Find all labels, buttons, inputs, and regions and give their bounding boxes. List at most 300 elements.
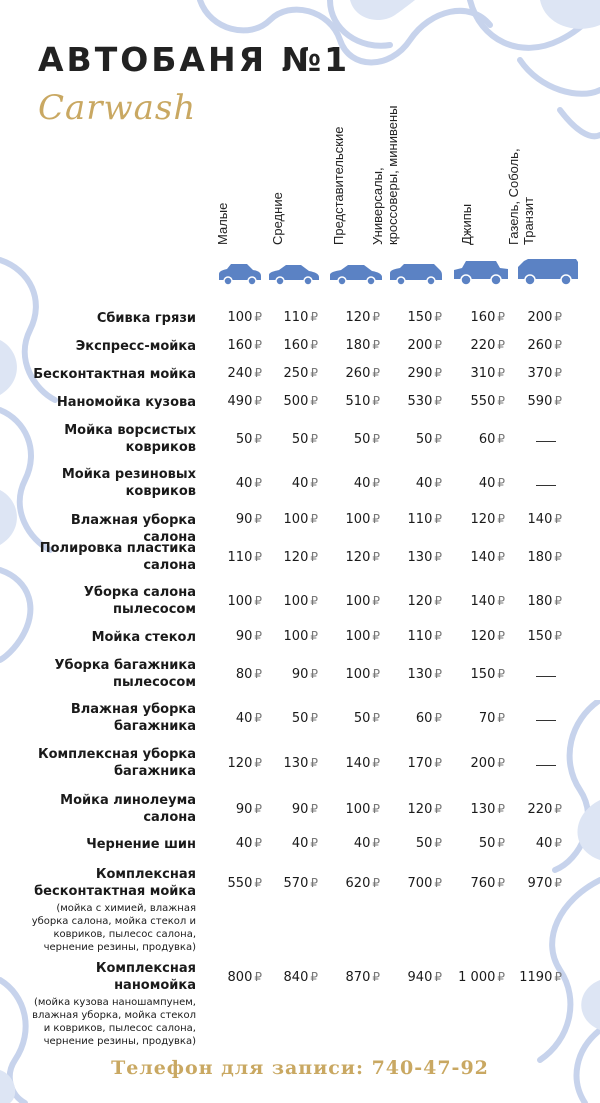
row-label (21, 366, 196, 383)
ruble-sign: ₽ (310, 394, 318, 408)
ruble-sign: ₽ (497, 366, 505, 380)
price-value: 550 (227, 876, 253, 891)
price-cell (372, 512, 442, 527)
ruble-sign: ₽ (434, 394, 442, 408)
price-value: 80 (235, 667, 253, 682)
price-cell (372, 836, 442, 851)
price-cell (310, 970, 380, 985)
price-value: 110 (283, 310, 309, 325)
price-value: 120 (470, 629, 496, 644)
ruble-sign: ₽ (497, 550, 505, 564)
price-cell (492, 366, 562, 381)
ruble-sign: ₽ (310, 711, 318, 725)
price-value: 90 (235, 802, 253, 817)
ruble-sign: ₽ (372, 550, 380, 564)
ruble-sign: ₽ (497, 594, 505, 608)
ruble-sign: ₽ (434, 836, 442, 850)
ruble-sign: ₽ (372, 594, 380, 608)
ruble-sign: ₽ (254, 594, 262, 608)
service-name: Комплексная бесконтактная мойка (34, 867, 196, 899)
price-value: 100 (345, 802, 371, 817)
ruble-sign: ₽ (372, 432, 380, 446)
row-label (21, 540, 196, 574)
price-cell (435, 432, 505, 447)
ruble-sign: ₽ (254, 629, 262, 643)
price-value: 120 (283, 550, 309, 565)
ruble-sign: ₽ (554, 876, 562, 890)
ruble-sign: ₽ (310, 512, 318, 526)
ruble-sign: ₽ (310, 836, 318, 850)
price-value: 100 (283, 629, 309, 644)
ruble-sign: ₽ (434, 970, 442, 984)
ruble-sign: ₽ (554, 550, 562, 564)
executive-car-icon (328, 262, 384, 286)
price-value: 700 (407, 876, 433, 891)
price-value: 100 (345, 629, 371, 644)
ruble-sign: ₽ (554, 594, 562, 608)
ruble-sign: ₽ (310, 432, 318, 446)
service-name: Мойка стекол (91, 630, 196, 645)
ruble-sign: ₽ (254, 970, 262, 984)
row-label (28, 960, 196, 1048)
price-cell (248, 802, 318, 817)
price-value: 620 (345, 876, 371, 891)
price-cell (492, 594, 562, 609)
ruble-sign: ₽ (310, 802, 318, 816)
ruble-sign: ₽ (310, 476, 318, 490)
price-cell (310, 711, 380, 726)
ruble-sign: ₽ (254, 836, 262, 850)
price-value: 250 (283, 366, 309, 381)
ruble-sign: ₽ (372, 836, 380, 850)
price-cell (492, 550, 562, 565)
price-value: 40 (353, 836, 371, 851)
price-value: 140 (470, 550, 496, 565)
phone-number: Телефон для записи: 740-47-92 (111, 1057, 489, 1079)
price-value: 800 (227, 970, 253, 985)
ruble-sign: ₽ (310, 629, 318, 643)
ruble-sign: ₽ (254, 876, 262, 890)
price-cell (492, 310, 562, 325)
price-cell (372, 476, 442, 491)
ruble-sign: ₽ (554, 394, 562, 408)
price-value: 760 (470, 876, 496, 891)
price-value: 570 (283, 876, 309, 891)
row-label (21, 836, 196, 853)
price-value: 260 (527, 338, 553, 353)
price-value: 40 (235, 711, 253, 726)
price-value: 40 (535, 836, 553, 851)
price-value: 90 (235, 629, 253, 644)
ruble-sign: ₽ (254, 667, 262, 681)
service-name: Комплексная наномойка (95, 961, 196, 993)
price-value: 140 (345, 756, 371, 771)
price-cell (248, 476, 318, 491)
ruble-sign: ₽ (434, 512, 442, 526)
price-value: 150 (407, 310, 433, 325)
price-value: 40 (291, 476, 309, 491)
service-name: Комплексная уборка багажника (37, 747, 196, 779)
ruble-sign: ₽ (372, 476, 380, 490)
ruble-sign: ₽ (310, 594, 318, 608)
price-cell (310, 876, 380, 891)
price-value: 370 (527, 366, 553, 381)
price-value: 120 (345, 550, 371, 565)
price-value: 490 (227, 394, 253, 409)
price-value: 220 (470, 338, 496, 353)
price-cell (492, 836, 562, 851)
price-value: 40 (415, 476, 433, 491)
price-value: 130 (470, 802, 496, 817)
ruble-sign: ₽ (254, 394, 262, 408)
row-label (21, 466, 196, 500)
price-value: 50 (478, 836, 496, 851)
service-name: Уборка багажника пылесосом (54, 658, 196, 690)
price-cell (310, 756, 380, 771)
ruble-sign: ₽ (372, 338, 380, 352)
price-value: 220 (527, 802, 553, 817)
price-value: 870 (345, 970, 371, 985)
price-value: 50 (353, 711, 371, 726)
price-value: 200 (407, 338, 433, 353)
row-label (21, 394, 196, 411)
price-value: 530 (407, 394, 433, 409)
price-cell (310, 594, 380, 609)
service-name: Мойка ворсистых ковриков (64, 423, 196, 455)
price-cell (310, 310, 380, 325)
price-value: 140 (470, 594, 496, 609)
price-cell (310, 366, 380, 381)
price-value: 100 (227, 594, 253, 609)
price-cell (248, 394, 318, 409)
price-value: 120 (227, 756, 253, 771)
service-name: Чернение шин (86, 837, 196, 852)
ruble-sign: ₽ (372, 876, 380, 890)
ruble-sign: ₽ (254, 550, 262, 564)
price-cell (492, 876, 562, 891)
price-value: 290 (407, 366, 433, 381)
price-value: 50 (291, 432, 309, 447)
price-value: 510 (345, 394, 371, 409)
price-cell (435, 476, 505, 491)
ruble-sign: ₽ (372, 512, 380, 526)
ruble-sign: ₽ (497, 876, 505, 890)
ruble-sign: ₽ (434, 310, 442, 324)
ruble-sign: ₽ (254, 366, 262, 380)
sedan-icon (267, 262, 321, 286)
price-value: 160 (470, 310, 496, 325)
price-cell (492, 338, 562, 353)
ruble-sign: ₽ (372, 667, 380, 681)
price-cell (372, 550, 442, 565)
ruble-sign: ₽ (497, 432, 505, 446)
price-value: 40 (235, 836, 253, 851)
ruble-sign: ₽ (310, 756, 318, 770)
top-ornament (0, 0, 600, 160)
ruble-sign: ₽ (372, 310, 380, 324)
price-value: 840 (283, 970, 309, 985)
ruble-sign: ₽ (497, 476, 505, 490)
row-label (21, 422, 196, 456)
ruble-sign: ₽ (372, 802, 380, 816)
price-value: 150 (527, 629, 553, 644)
ruble-sign: ₽ (254, 476, 262, 490)
ruble-sign: ₽ (554, 970, 562, 984)
price-value: 90 (291, 667, 309, 682)
price-cell (492, 802, 562, 817)
price-value: 180 (527, 594, 553, 609)
row-label (21, 746, 196, 780)
price-value: 180 (527, 550, 553, 565)
price-cell (372, 876, 442, 891)
row-label (28, 866, 196, 954)
price-cell (248, 711, 318, 726)
price-cell (248, 594, 318, 609)
ruble-sign: ₽ (434, 756, 442, 770)
price-value: 590 (527, 394, 553, 409)
price-value: 120 (407, 594, 433, 609)
price-cell (310, 394, 380, 409)
row-label (21, 629, 196, 646)
page-subtitle: Carwash (38, 88, 197, 128)
no-price-dash (536, 441, 556, 442)
row-label (21, 701, 196, 735)
service-note: (мойка кузова наношампунем, влажная уборка, мойка стекол и ковриков, пылесос салона, чернение резины, продувка) (32, 997, 196, 1047)
price-value: 940 (407, 970, 433, 985)
price-cell (372, 394, 442, 409)
price-value: 50 (353, 432, 371, 447)
ruble-sign: ₽ (497, 836, 505, 850)
ruble-sign: ₽ (254, 711, 262, 725)
page-title: АВТОБАНЯ №1 (38, 40, 351, 79)
ruble-sign: ₽ (310, 667, 318, 681)
ruble-sign: ₽ (497, 756, 505, 770)
ruble-sign: ₽ (434, 366, 442, 380)
ruble-sign: ₽ (434, 550, 442, 564)
price-cell (435, 667, 505, 682)
price-cell (310, 550, 380, 565)
price-value: 130 (407, 550, 433, 565)
price-value: 500 (283, 394, 309, 409)
price-cell (248, 876, 318, 891)
row-label (21, 338, 196, 355)
service-name: Мойка линолеума салона (60, 793, 196, 825)
price-value: 100 (345, 594, 371, 609)
ruble-sign: ₽ (554, 310, 562, 324)
price-value: 50 (235, 432, 253, 447)
service-name: Влажная уборка багажника (70, 702, 196, 734)
ruble-sign: ₽ (372, 629, 380, 643)
no-price-dash (536, 485, 556, 486)
wagon-icon (388, 262, 444, 286)
ruble-sign: ₽ (310, 550, 318, 564)
price-cell (248, 310, 318, 325)
ruble-sign: ₽ (434, 594, 442, 608)
ruble-sign: ₽ (497, 970, 505, 984)
price-value: 100 (283, 594, 309, 609)
ruble-sign: ₽ (310, 876, 318, 890)
price-value: 40 (291, 836, 309, 851)
ruble-sign: ₽ (554, 512, 562, 526)
ruble-sign: ₽ (434, 876, 442, 890)
ruble-sign: ₽ (554, 836, 562, 850)
price-cell (248, 432, 318, 447)
price-cell (248, 667, 318, 682)
price-cell (310, 667, 380, 682)
price-value: 40 (235, 476, 253, 491)
ruble-sign: ₽ (497, 629, 505, 643)
ruble-sign: ₽ (497, 310, 505, 324)
price-cell (372, 970, 442, 985)
ruble-sign: ₽ (434, 476, 442, 490)
price-value: 60 (478, 432, 496, 447)
service-name: Наномойка кузова (56, 395, 196, 410)
price-value: 200 (527, 310, 553, 325)
price-value: 110 (227, 550, 253, 565)
price-cell (372, 667, 442, 682)
no-price-dash (536, 765, 556, 766)
price-value: 1190 (519, 970, 553, 985)
price-cell (435, 756, 505, 771)
no-price-dash (536, 720, 556, 721)
price-value: 50 (415, 836, 433, 851)
row-label (21, 792, 196, 826)
price-value: 120 (407, 802, 433, 817)
bottom-right-ornament (500, 700, 600, 1103)
price-cell (248, 970, 318, 985)
ruble-sign: ₽ (497, 802, 505, 816)
ruble-sign: ₽ (497, 711, 505, 725)
price-cell (310, 512, 380, 527)
service-name: Мойка резиновых ковриков (61, 467, 196, 499)
ruble-sign: ₽ (434, 338, 442, 352)
price-cell (310, 836, 380, 851)
ruble-sign: ₽ (310, 366, 318, 380)
price-cell (310, 802, 380, 817)
price-cell (310, 432, 380, 447)
price-value: 90 (235, 512, 253, 527)
ruble-sign: ₽ (497, 512, 505, 526)
price-cell (248, 550, 318, 565)
price-value: 100 (345, 512, 371, 527)
ruble-sign: ₽ (310, 310, 318, 324)
price-cell (248, 512, 318, 527)
price-value: 200 (470, 756, 496, 771)
price-cell (310, 476, 380, 491)
price-value: 160 (227, 338, 253, 353)
ruble-sign: ₽ (554, 802, 562, 816)
price-cell (248, 366, 318, 381)
ruble-sign: ₽ (434, 432, 442, 446)
row-label (21, 310, 196, 327)
price-cell (372, 310, 442, 325)
price-cell (372, 802, 442, 817)
van-icon (516, 257, 580, 286)
price-value: 310 (470, 366, 496, 381)
service-name: Сбивка грязи (96, 311, 196, 326)
price-value: 130 (283, 756, 309, 771)
ruble-sign: ₽ (310, 338, 318, 352)
price-value: 550 (470, 394, 496, 409)
ruble-sign: ₽ (372, 366, 380, 380)
price-cell (248, 629, 318, 644)
ruble-sign: ₽ (497, 667, 505, 681)
ruble-sign: ₽ (254, 802, 262, 816)
service-name: Бесконтактная мойка (33, 367, 196, 382)
price-cell (372, 629, 442, 644)
price-cell (310, 338, 380, 353)
ruble-sign: ₽ (434, 629, 442, 643)
price-cell (492, 629, 562, 644)
price-value: 150 (470, 667, 496, 682)
price-cell (435, 711, 505, 726)
ruble-sign: ₽ (434, 711, 442, 725)
price-value: 40 (478, 476, 496, 491)
price-value: 140 (527, 512, 553, 527)
ruble-sign: ₽ (310, 970, 318, 984)
row-label (21, 584, 196, 618)
ruble-sign: ₽ (434, 802, 442, 816)
price-cell (372, 366, 442, 381)
price-value: 70 (478, 711, 496, 726)
price-value: 50 (291, 711, 309, 726)
price-cell (492, 394, 562, 409)
ruble-sign: ₽ (254, 310, 262, 324)
ruble-sign: ₽ (554, 366, 562, 380)
price-value: 1 000 (458, 970, 496, 985)
ruble-sign: ₽ (254, 338, 262, 352)
ruble-sign: ₽ (372, 756, 380, 770)
price-value: 60 (415, 711, 433, 726)
price-value: 180 (345, 338, 371, 353)
price-value: 260 (345, 366, 371, 381)
price-value: 100 (283, 512, 309, 527)
ruble-sign: ₽ (554, 629, 562, 643)
ruble-sign: ₽ (497, 394, 505, 408)
jeep-icon (452, 258, 510, 286)
row-label (21, 657, 196, 691)
service-name: Полировка пластика салона (39, 541, 196, 573)
no-price-dash (536, 676, 556, 677)
price-value: 970 (527, 876, 553, 891)
price-cell (492, 512, 562, 527)
price-cell (372, 432, 442, 447)
price-value: 110 (407, 629, 433, 644)
price-value: 120 (470, 512, 496, 527)
price-value: 100 (345, 667, 371, 682)
ruble-sign: ₽ (254, 512, 262, 526)
price-cell (372, 338, 442, 353)
service-note: (мойка с химией, влажная уборка салона, мойка стекол и ковриков, пылесос салона, чернение резины, продувка) (31, 903, 196, 953)
ruble-sign: ₽ (497, 338, 505, 352)
price-value: 170 (407, 756, 433, 771)
ruble-sign: ₽ (554, 338, 562, 352)
ruble-sign: ₽ (254, 432, 262, 446)
service-name: Влажная уборка салона (70, 513, 196, 545)
ruble-sign: ₽ (372, 970, 380, 984)
price-cell (372, 594, 442, 609)
price-value: 130 (407, 667, 433, 682)
price-value: 120 (345, 310, 371, 325)
small-car-icon (217, 262, 263, 286)
price-cell (372, 711, 442, 726)
ruble-sign: ₽ (254, 756, 262, 770)
price-cell (248, 836, 318, 851)
price-value: 160 (283, 338, 309, 353)
price-value: 110 (407, 512, 433, 527)
price-value: 100 (227, 310, 253, 325)
price-value: 40 (353, 476, 371, 491)
